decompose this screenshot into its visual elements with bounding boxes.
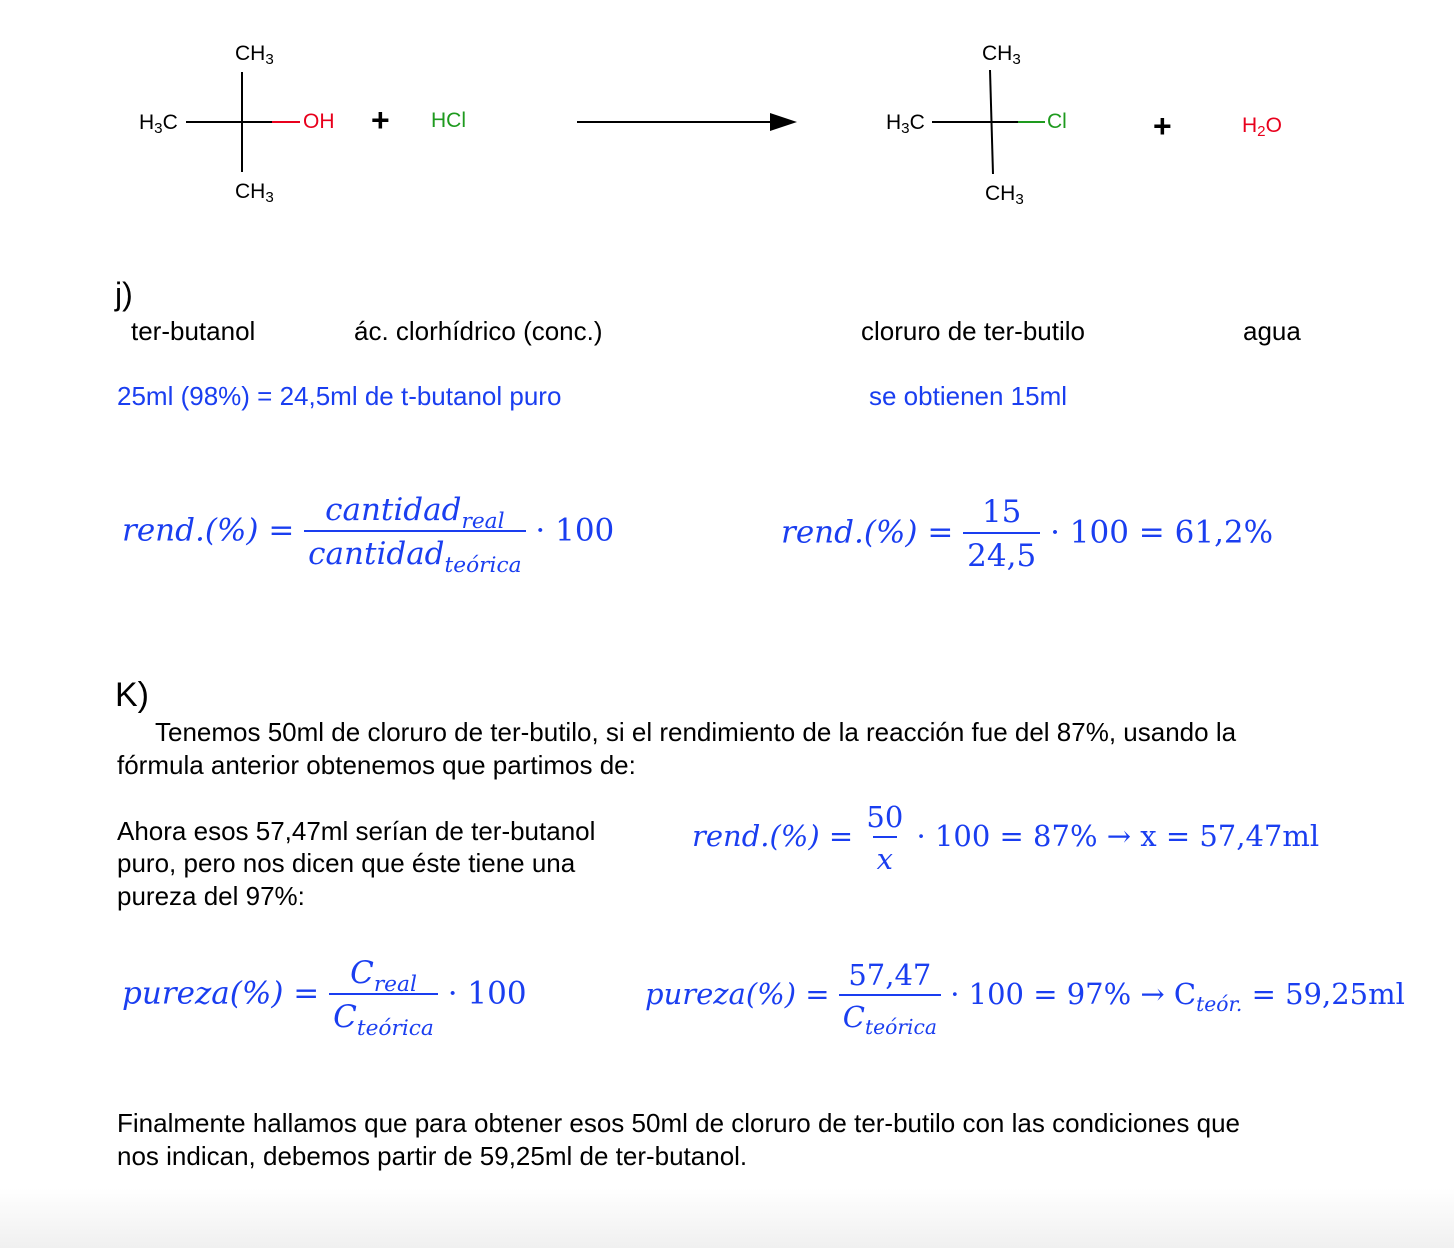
formula-tail: · 100 (447, 975, 527, 1012)
formula-tail: · 100 (535, 512, 615, 549)
fraction: $\frac{cantidad_{real}}{cantidad_{teórica}}$ (304, 492, 525, 572)
formula-lhs: rend.(%) = (122, 512, 295, 549)
formula-lhs: pureza(%) = (645, 977, 830, 1011)
reactant-amount: 25ml (98%) = 24,5ml de t-butanol puro (117, 381, 562, 411)
formula-tail: · 100 = 87% → x = 57,47ml (916, 819, 1320, 853)
conclusion-line1: Finalmente hallamos que para obtener esos 50ml de cloruro de ter-butilo con las condiciones que (117, 1108, 1240, 1138)
page-bottom-shadow (0, 1188, 1454, 1248)
fraction: $\frac{C_{real}}{C_{teórica}}$ (329, 955, 438, 1035)
reactant-top-ch3: $CH_3$ (235, 42, 274, 68)
section-j-label: j) (115, 276, 133, 312)
formula-rend-general (122, 492, 615, 578)
hcl-label: HCl (431, 109, 466, 132)
reactant-left-h3c: $H_3C$ (139, 111, 178, 137)
name-product: cloruro de ter-butilo (861, 316, 1085, 346)
fraction: $\frac{50}{x}$ (866, 800, 904, 876)
conclusion-line2: nos indican, debemos partir de 59,25ml de ter-butanol. (117, 1141, 748, 1171)
name-ter-butanol: ter-butanol (131, 316, 256, 346)
formula-rend-calc (781, 494, 1273, 574)
formula-pureza-calc (645, 958, 1405, 1040)
formula-tail-sub: teór. (1196, 992, 1243, 1017)
product-cl: Cl (1047, 110, 1067, 133)
formula-lhs: rend.(%) = (781, 514, 954, 551)
reaction-bonds (0, 0, 1454, 230)
fraction: $\frac{15}{24,5}$ (963, 494, 1040, 574)
water-formula: $H_2O$ (1242, 114, 1282, 140)
formula-tail: · 100 = 97% → C (950, 977, 1197, 1011)
formula-rend-k (692, 800, 1319, 876)
reaction-arrow-head (770, 113, 797, 131)
k-para-line3: pureza del 97%: (117, 881, 305, 911)
formula-tail-end: = 59,25ml (1251, 977, 1405, 1011)
k-para-line1: Ahora esos 57,47ml serían de ter-butanol (117, 816, 596, 846)
name-water: agua (1243, 316, 1301, 346)
formula-lhs: pureza(%) = (122, 975, 320, 1012)
product-amount: se obtienen 15ml (869, 381, 1068, 411)
formula-lhs: rend.(%) = (692, 819, 854, 853)
name-acid: ác. clorhídrico (conc.) (354, 316, 603, 346)
formula-tail: · 100 = 61,2% (1050, 514, 1274, 551)
product-left-h3c: $H_3C$ (886, 111, 925, 137)
k-intro-line2: fórmula anterior obtenemos que partimos de: (117, 750, 636, 780)
reactant-bottom-ch3: $CH_3$ (235, 180, 274, 206)
reactant-oh: OH (303, 110, 335, 133)
k-para-line2: puro, pero nos dicen que éste tiene una (117, 848, 576, 878)
product-bottom-ch3: $CH_3$ (985, 182, 1024, 208)
formula-pureza-general (122, 955, 527, 1041)
plus-sign-1: + (371, 102, 390, 138)
plus-sign-2: + (1153, 108, 1172, 144)
product-top-ch3: $CH_3$ (982, 42, 1021, 68)
k-intro-line1: Tenemos 50ml de cloruro de ter-butilo, si el rendimiento de la reacción fue del 87%, usando la (155, 717, 1237, 747)
section-k-label: K) (115, 676, 149, 714)
fraction: $\frac{57,47}{C_{teórica}}$ (839, 958, 941, 1034)
